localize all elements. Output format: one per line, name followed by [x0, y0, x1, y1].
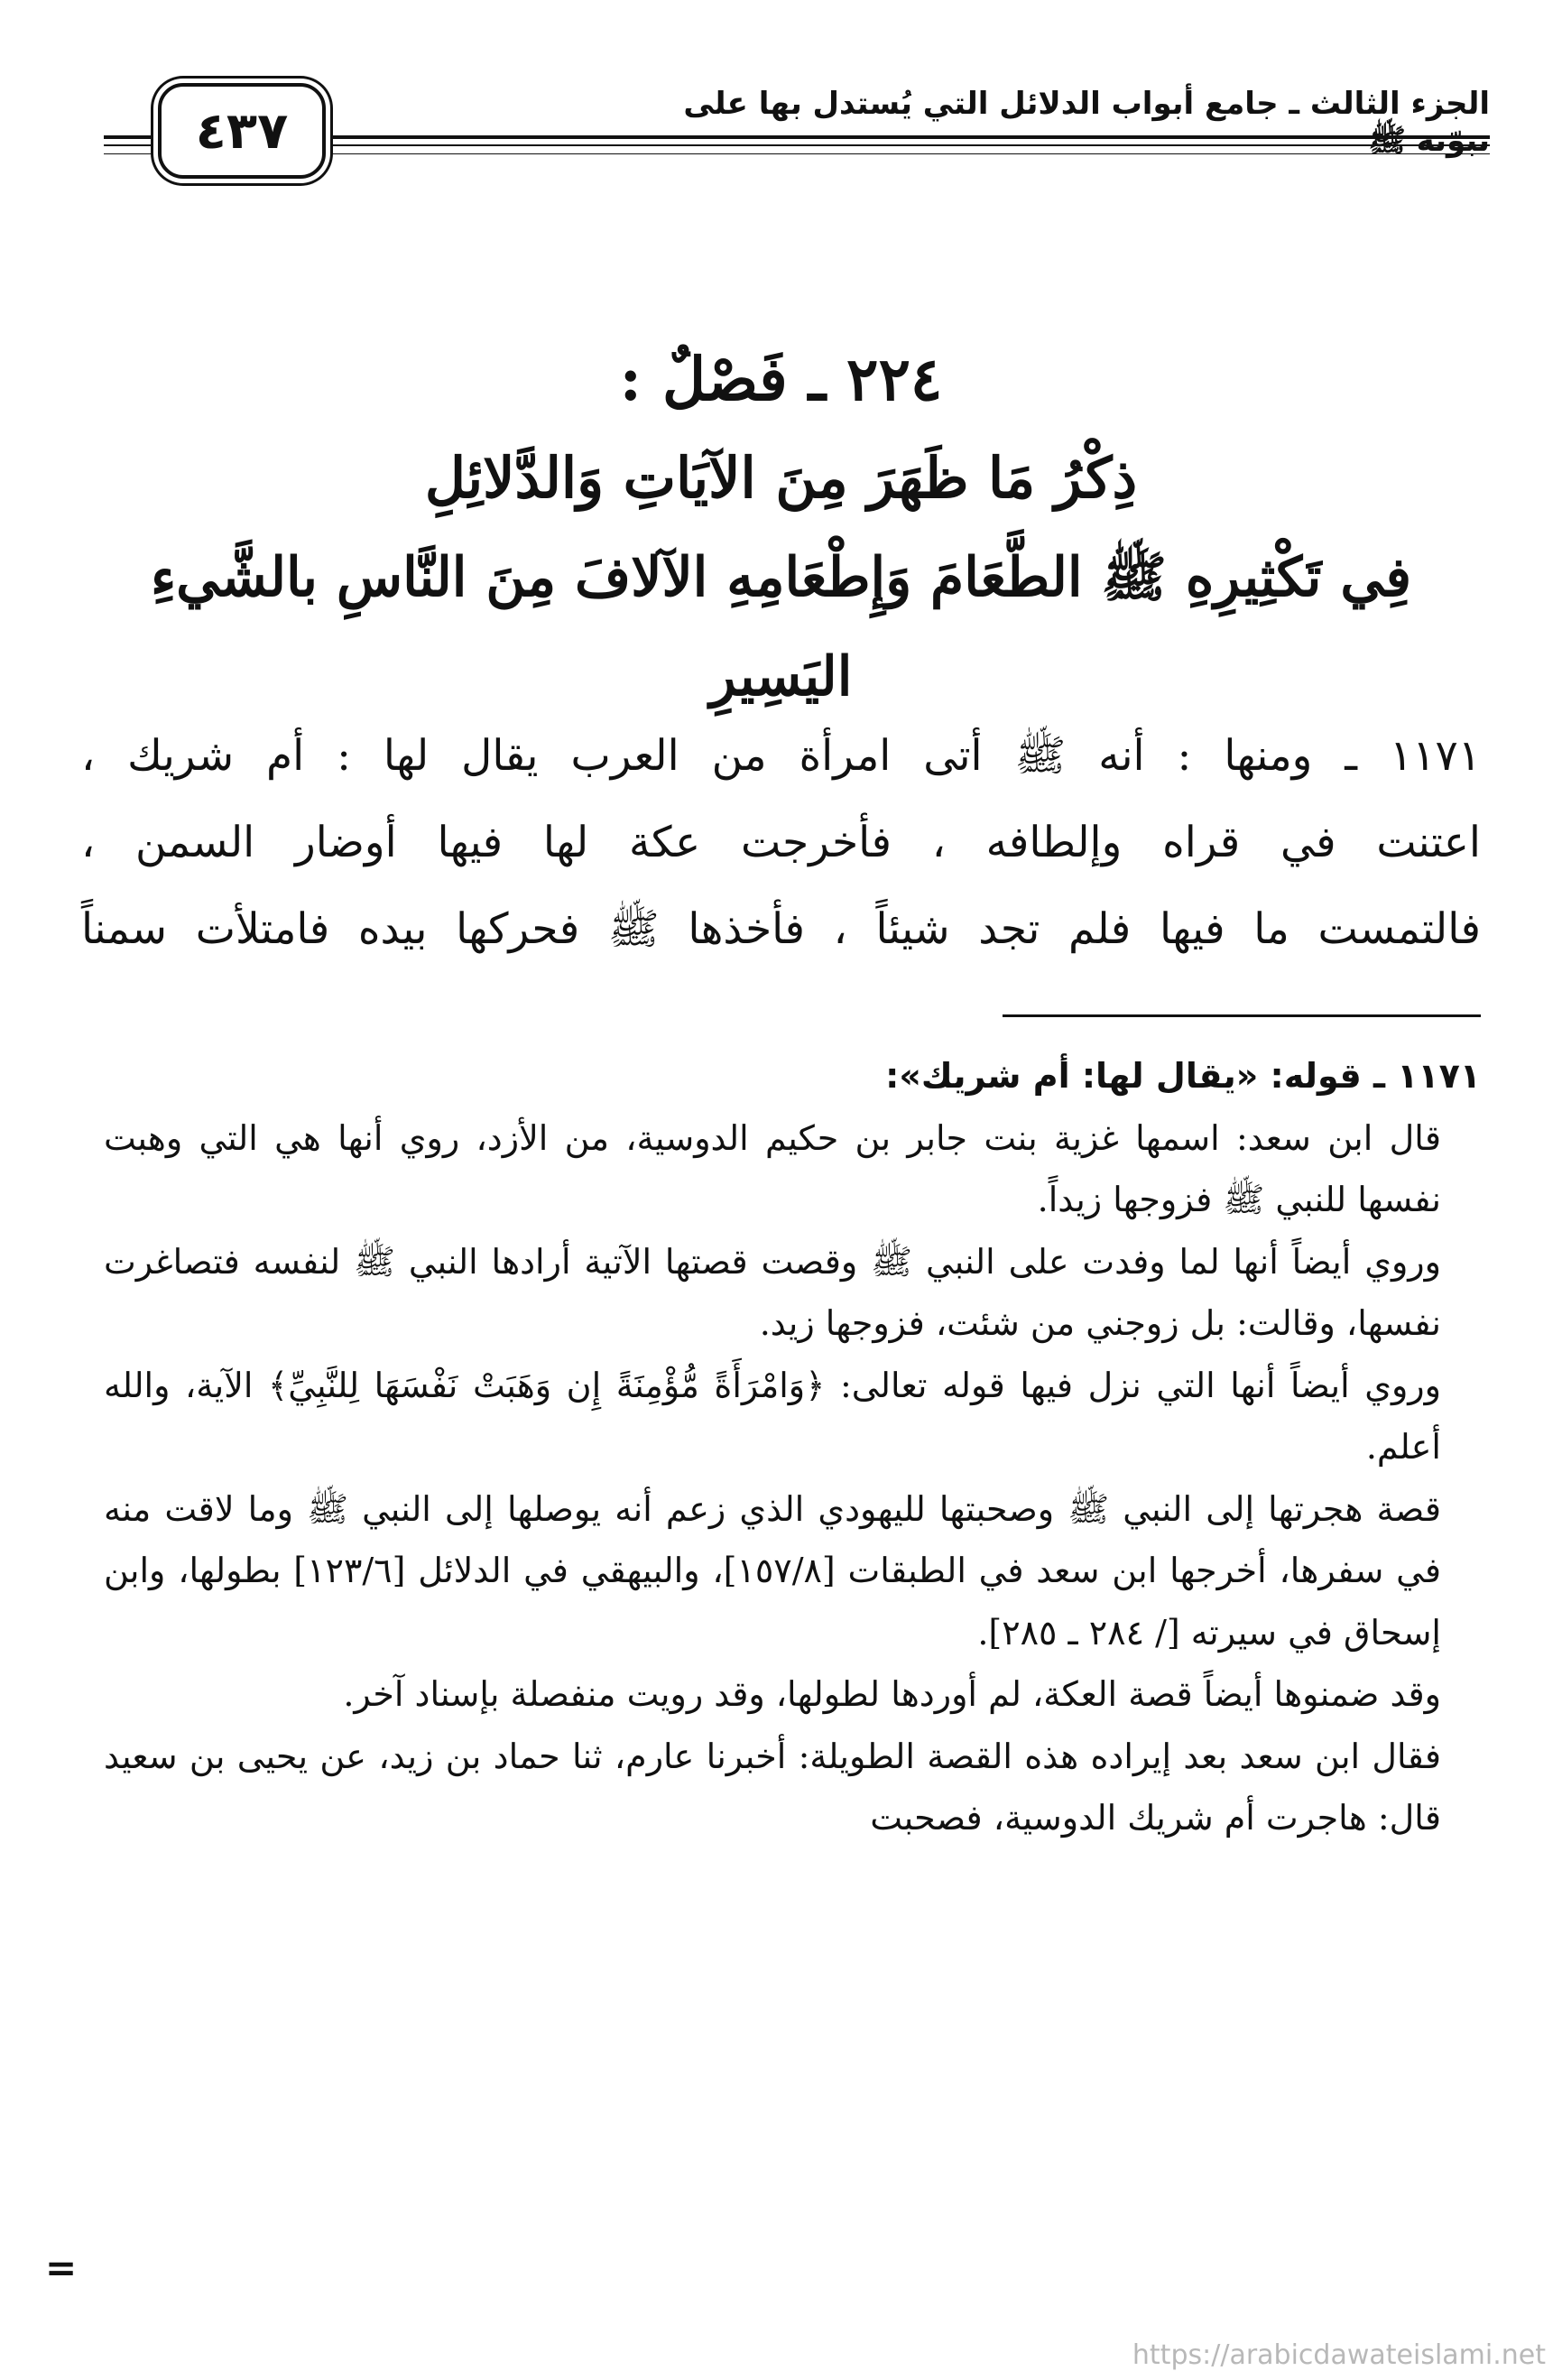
footnote-paragraph: قصة هجرتها إلى النبي ﷺ وصحبتها لليهودي الذي زعم أنه يوصلها إلى النبي ﷺ وما لاقت منه في سفرها، أخرجها ابن سعد في الطبقات [١٥٧/٨]، والبيهقي في الدلائل [١٢٣/٦] بطولها، وابن إسحاق في سيرته [/ ٢٨٤ ـ ٢٨٥]. — [104, 1488, 1442, 1653]
footnote-paragraph: وقد ضمنوها أيضاً قصة العكة، لم أوردها لطولها، وقد رويت منفصلة بإسناد آخر. — [343, 1674, 1441, 1714]
footnote-divider — [1003, 1014, 1481, 1017]
footnote-heading: ١١٧١ ـ قوله: «يقال لها: أم شريك»: — [885, 1056, 1481, 1096]
main-text-line: ١١٧١ ـ ومنها : أنه ﷺ أتى امرأة من العرب يقال لها : أم شريك ، — [81, 731, 1481, 781]
main-text — [81, 713, 1481, 973]
section-title-line-2: فِي تَكْثِيرِهِ ﷺ الطَّعَامَ وَإِطْعَامِهِ الآلافَ مِنَ النَّاسِ بالشَّيءِ اليَسِيرِ — [150, 546, 1412, 708]
footnote-paragraph: وروي أيضاً أنها التي نزل فيها قوله تعالى: ﴿وَامْرَأَةً مُّؤْمِنَةً إِن وَهَبَتْ نَفْسَهَا لِلنَّبِيِّ﴾ الآية، والله أعلم. — [104, 1365, 1441, 1467]
section-number: ٢٢٤ ـ فَصْلٌ : — [619, 344, 943, 414]
footnote-paragraph: فقال ابن سعد بعد إيراده هذه القصة الطويلة: أخبرنا عارم، ثنا حماد بن زيد، عن يحيى بن سعيد قال: هاجرت أم شريك الدوسية، فصحبت — [104, 1736, 1441, 1838]
page-number-frame — [158, 83, 326, 179]
section-title-line-1: ذِكْرُ مَا ظَهَرَ مِنَ الآيَاتِ وَالدَّلائِلِ — [424, 445, 1138, 511]
continuation-mark: = — [45, 2246, 78, 2290]
watermark-url: https://arabicdawateislami.net — [1132, 2339, 1546, 2371]
footnotes — [104, 1045, 1481, 1849]
main-text-line: اعتنت في قراه وإلطافه ، فأخرجت عكة لها فيها أوضار السمن ، — [81, 818, 1481, 867]
footnote-paragraph: قال ابن سعد: اسمها غزية بنت جابر بن حكيم الدوسية، من الأزد، روي أنها هي التي وهبت نفسها للنبي ﷺ فزوجها زيداً. — [104, 1117, 1441, 1219]
section-heading — [126, 329, 1436, 727]
page-number: ٤٣٧ — [195, 101, 289, 161]
running-header: الجزء الثالث ـ جامع أبواب الدلائل التي يُستدل بها على نبوّته ﷺ — [683, 86, 1490, 159]
footnote-paragraph: وروي أيضاً أنها لما وفدت على النبي ﷺ وقصت قصتها الآتية أرادها النبي ﷺ لنفسه فتصاغرت نفسها، وقالت: بل زوجني من شئت، فزوجها زيد. — [104, 1241, 1441, 1343]
main-text-line: فالتمست ما فيها فلم تجد شيئاً ، فأخذها ﷺ فحركها بيده فامتلأت سمناً — [81, 904, 1481, 954]
